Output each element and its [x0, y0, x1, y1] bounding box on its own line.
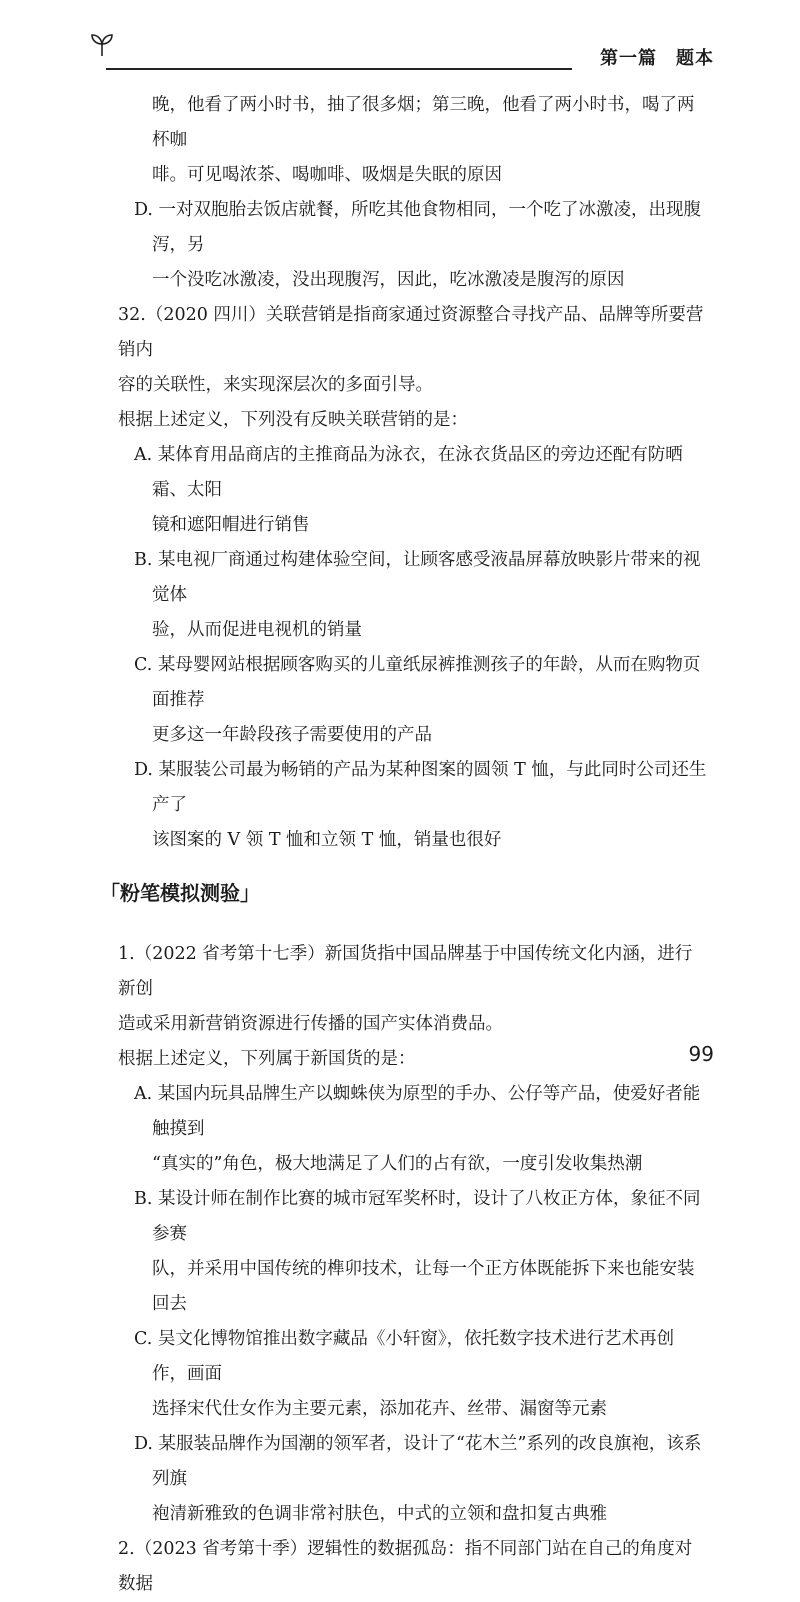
mock-question-1-stem-line2: 造或采用新营销资源进行传播的国产实体消费品。 — [118, 1014, 503, 1034]
question-32-option-d: D. 某服装公司最为畅销的产品为某种图案的圆领 T 恤，与此同时公司还生产了 该图案的 V 领 T 恤和立领 T 恤，销量也很好 — [134, 760, 707, 850]
mock-question-1-stem-line1: 1.（2022 省考第十七季）新国货指中国品牌基于中国传统文化内涵，进行新创 — [118, 944, 693, 999]
mock-question-1-option-a: A. 某国内玩具品牌生产以蜘蛛侠为原型的手办、公仔等产品，使爱好者能触摸到 “真实的”角色，极大地满足了人们的占有欲，一度引发收集热潮 — [134, 1084, 701, 1174]
question-32-stem-line1: 32.（2020 四川）关联营销是指商家通过资源整合寻找产品、品牌等所要营销内 — [118, 305, 704, 360]
page-body — [100, 88, 708, 1602]
page-header — [88, 28, 714, 68]
option-d-prev: D. 一对双胞胎去饭店就餐，所吃其他食物相同，一个吃了冰激凌，出现腹泻，另 一个没吃冰激凌，没出现腹泻，因此，吃冰激凌是腹泻的原因 — [134, 200, 702, 290]
option-c-continued-line2: 啡。可见喝浓茶、喝咖啡、吸烟是失眠的原因 — [152, 165, 502, 185]
header-rule — [106, 68, 572, 70]
mock-question-1-option-c: C. 吴文化博物馆推出数字藏品《小轩窗》，依托数字技术进行艺术再创作，画面 选择宋代仕女作为主要元素，添加花卉、丝带、漏窗等元素 — [134, 1329, 675, 1419]
header-title: 第一篇 题本 — [600, 48, 714, 69]
question-32-option-c: C. 某母婴网站根据顾客购买的儿童纸尿裤推测孩子的年龄，从而在购物页面推荐 更多这一年龄段孩子需要使用的产品 — [134, 655, 701, 745]
mock-question-1-ask: 根据上述定义，下列属于新国货的是： — [118, 1049, 416, 1069]
question-32-stem-line2: 容的关联性，来实现深层次的多面引导。 — [118, 375, 433, 395]
question-32-option-a: A. 某体育用品商店的主推商品为泳衣，在泳衣货品区的旁边还配有防晒霜、太阳 镜和遮阳帽进行销售 — [134, 445, 683, 535]
mock-question-1-option-b: B. 某设计师在制作比赛的城市冠军奖杯时，设计了八枚正方体，象征不同参赛 队，并采用中国传统的榫卯技术，让每一个正方体既能拆下来也能安装回去 — [134, 1189, 701, 1314]
mock-question-1-option-d: D. 某服装品牌作为国潮的领军者，设计了“花木兰”系列的改良旗袍，该系列旗 袍清新雅致的色调非常衬肤色，中式的立领和盘扣复古典雅 — [134, 1434, 702, 1524]
mock-question-2-stem-line1: 2.（2023 省考第十季）逻辑性的数据孤岛：指不同部门站在自己的角度对数据 — [118, 1539, 693, 1594]
section-title: 「粉笔模拟测验」 — [100, 881, 260, 905]
page-number: 99 — [688, 1042, 714, 1066]
option-c-continued-line1: 晚，他看了两小时书，抽了很多烟；第三晚，他看了两小时书，喝了两杯咖 — [152, 95, 695, 150]
question-32-ask: 根据上述定义，下列没有反映关联营销的是： — [118, 410, 468, 430]
sprout-icon — [88, 32, 116, 58]
question-32-option-b: B. 某电视厂商通过构建体验空间，让顾客感受液晶屏幕放映影片带来的视觉体 验，从而促进电视机的销量 — [134, 550, 701, 640]
